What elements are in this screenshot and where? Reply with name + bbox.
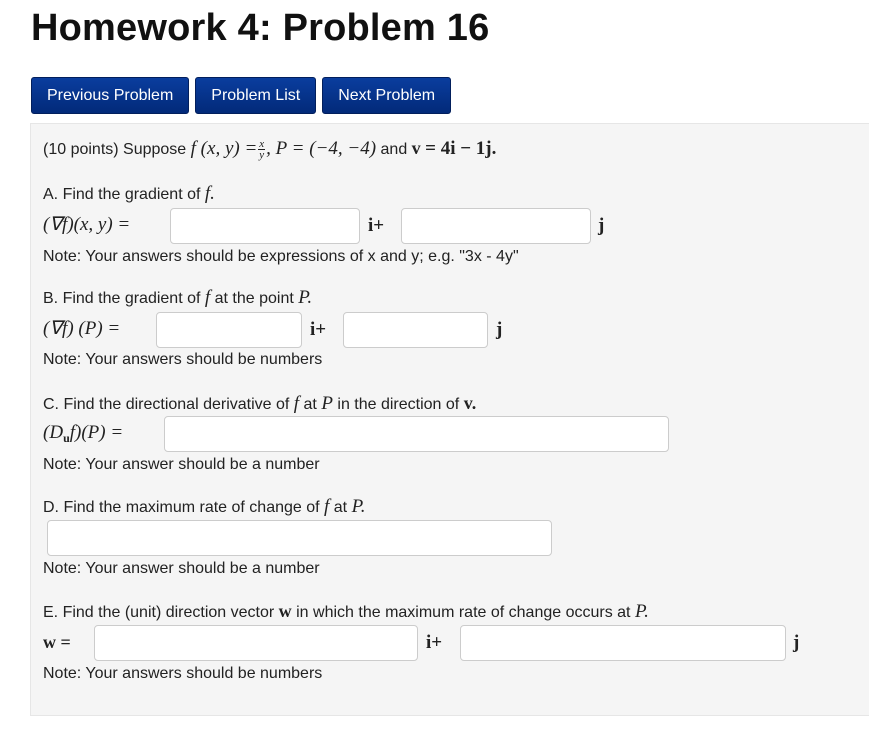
part-e-text: E. Find the (unit) direction vector	[43, 604, 275, 621]
part-c-input[interactable]	[164, 416, 669, 452]
part-e-i-input[interactable]	[94, 625, 418, 661]
part-b-gradient-expr: (∇f) (P) =	[43, 318, 121, 339]
problem-panel	[30, 123, 869, 716]
part-b-prompt	[43, 288, 312, 309]
part-e-rest: in which the maximum rate of change occurs at	[296, 604, 631, 621]
part-b-lhs	[43, 319, 120, 340]
part-b-j-input[interactable]	[343, 312, 488, 348]
intro-function: f (x, y) =	[190, 138, 258, 159]
part-c-lhs-close: f)(P) =	[69, 422, 124, 443]
part-c-point: P	[321, 393, 333, 414]
part-c-vector: v.	[463, 393, 477, 413]
part-c-prompt	[43, 393, 476, 415]
part-a-i-input[interactable]	[170, 208, 360, 244]
part-a-j-input[interactable]	[401, 208, 591, 244]
part-c-at: at	[303, 396, 317, 413]
problem-list-button[interactable]: Problem List	[195, 77, 316, 114]
part-a-gradient-expr: (∇f)(x, y) =	[43, 214, 131, 235]
part-d-at: at	[333, 499, 348, 516]
part-e-i-unit	[426, 633, 442, 653]
part-e-point: P.	[634, 601, 649, 622]
part-a-lhs	[43, 215, 130, 236]
part-b-i-input[interactable]	[156, 312, 302, 348]
intro-point: , P = (−4, −4)	[266, 138, 377, 159]
part-e-j-unit: j	[793, 632, 800, 653]
problem-intro	[43, 138, 496, 160]
part-e-prompt	[43, 601, 649, 623]
intro-and: and	[380, 141, 408, 158]
part-c-text: C. Find the directional derivative of	[43, 396, 290, 413]
part-d-text: D. Find the maximum rate of change of	[43, 499, 320, 516]
part-e-vector: w	[278, 601, 292, 621]
previous-problem-button[interactable]: Previous Problem	[31, 77, 189, 114]
part-e-note: Note: Your answers should be numbers	[43, 665, 323, 682]
part-a-i-label: i+	[368, 215, 385, 236]
part-a-prompt	[43, 184, 215, 205]
part-a-text: A. Find the gradient of	[43, 186, 201, 203]
intro-vector-value: = 4i − 1j.	[425, 138, 497, 159]
part-e-lhs	[43, 632, 71, 654]
part-d-point: P.	[351, 496, 366, 517]
part-c-var: f	[293, 393, 300, 414]
part-b-text: B. Find the gradient of	[43, 290, 201, 307]
part-a-var: f.	[204, 183, 215, 204]
part-b-note: Note: Your answers should be numbers	[43, 351, 323, 368]
part-b-mid: at the point	[214, 290, 294, 307]
part-a-j-unit: j	[598, 215, 605, 236]
part-c-note: Note: Your answer should be a number	[43, 456, 320, 473]
part-a-i-unit	[368, 216, 384, 236]
part-e-j-input[interactable]	[460, 625, 786, 661]
part-c-dir: in the direction of	[337, 396, 460, 413]
part-e-lhs-expr: w =	[43, 632, 71, 652]
problem-nav	[31, 77, 451, 114]
part-d-input[interactable]	[47, 520, 552, 556]
intro-fraction	[258, 139, 265, 160]
part-d-var: f	[324, 496, 330, 517]
part-b-j-unit: j	[496, 319, 503, 340]
part-b-i-unit	[310, 320, 326, 340]
part-b-point: P.	[298, 287, 313, 308]
part-e-i-label: i+	[426, 632, 443, 653]
intro-prefix: (10 points) Suppose	[43, 141, 187, 158]
part-d-note: Note: Your answer should be a number	[43, 560, 320, 577]
part-b-i-label: i+	[310, 319, 327, 340]
part-a-note: Note: Your answers should be expressions of x and y; e.g. "3x - 4y"	[43, 248, 519, 265]
page-title: Homework 4: Problem 16	[31, 7, 490, 49]
part-c-lhs-open: (D	[43, 422, 64, 443]
intro-vector: v	[411, 138, 421, 158]
part-d-prompt	[43, 497, 365, 518]
part-c-lhs-sub: u	[63, 431, 70, 445]
next-problem-button[interactable]: Next Problem	[322, 77, 451, 114]
part-c-lhs	[43, 423, 123, 448]
part-b-var: f	[204, 287, 211, 308]
fraction-denominator: y	[259, 149, 265, 162]
fraction-numerator: x	[259, 138, 265, 151]
